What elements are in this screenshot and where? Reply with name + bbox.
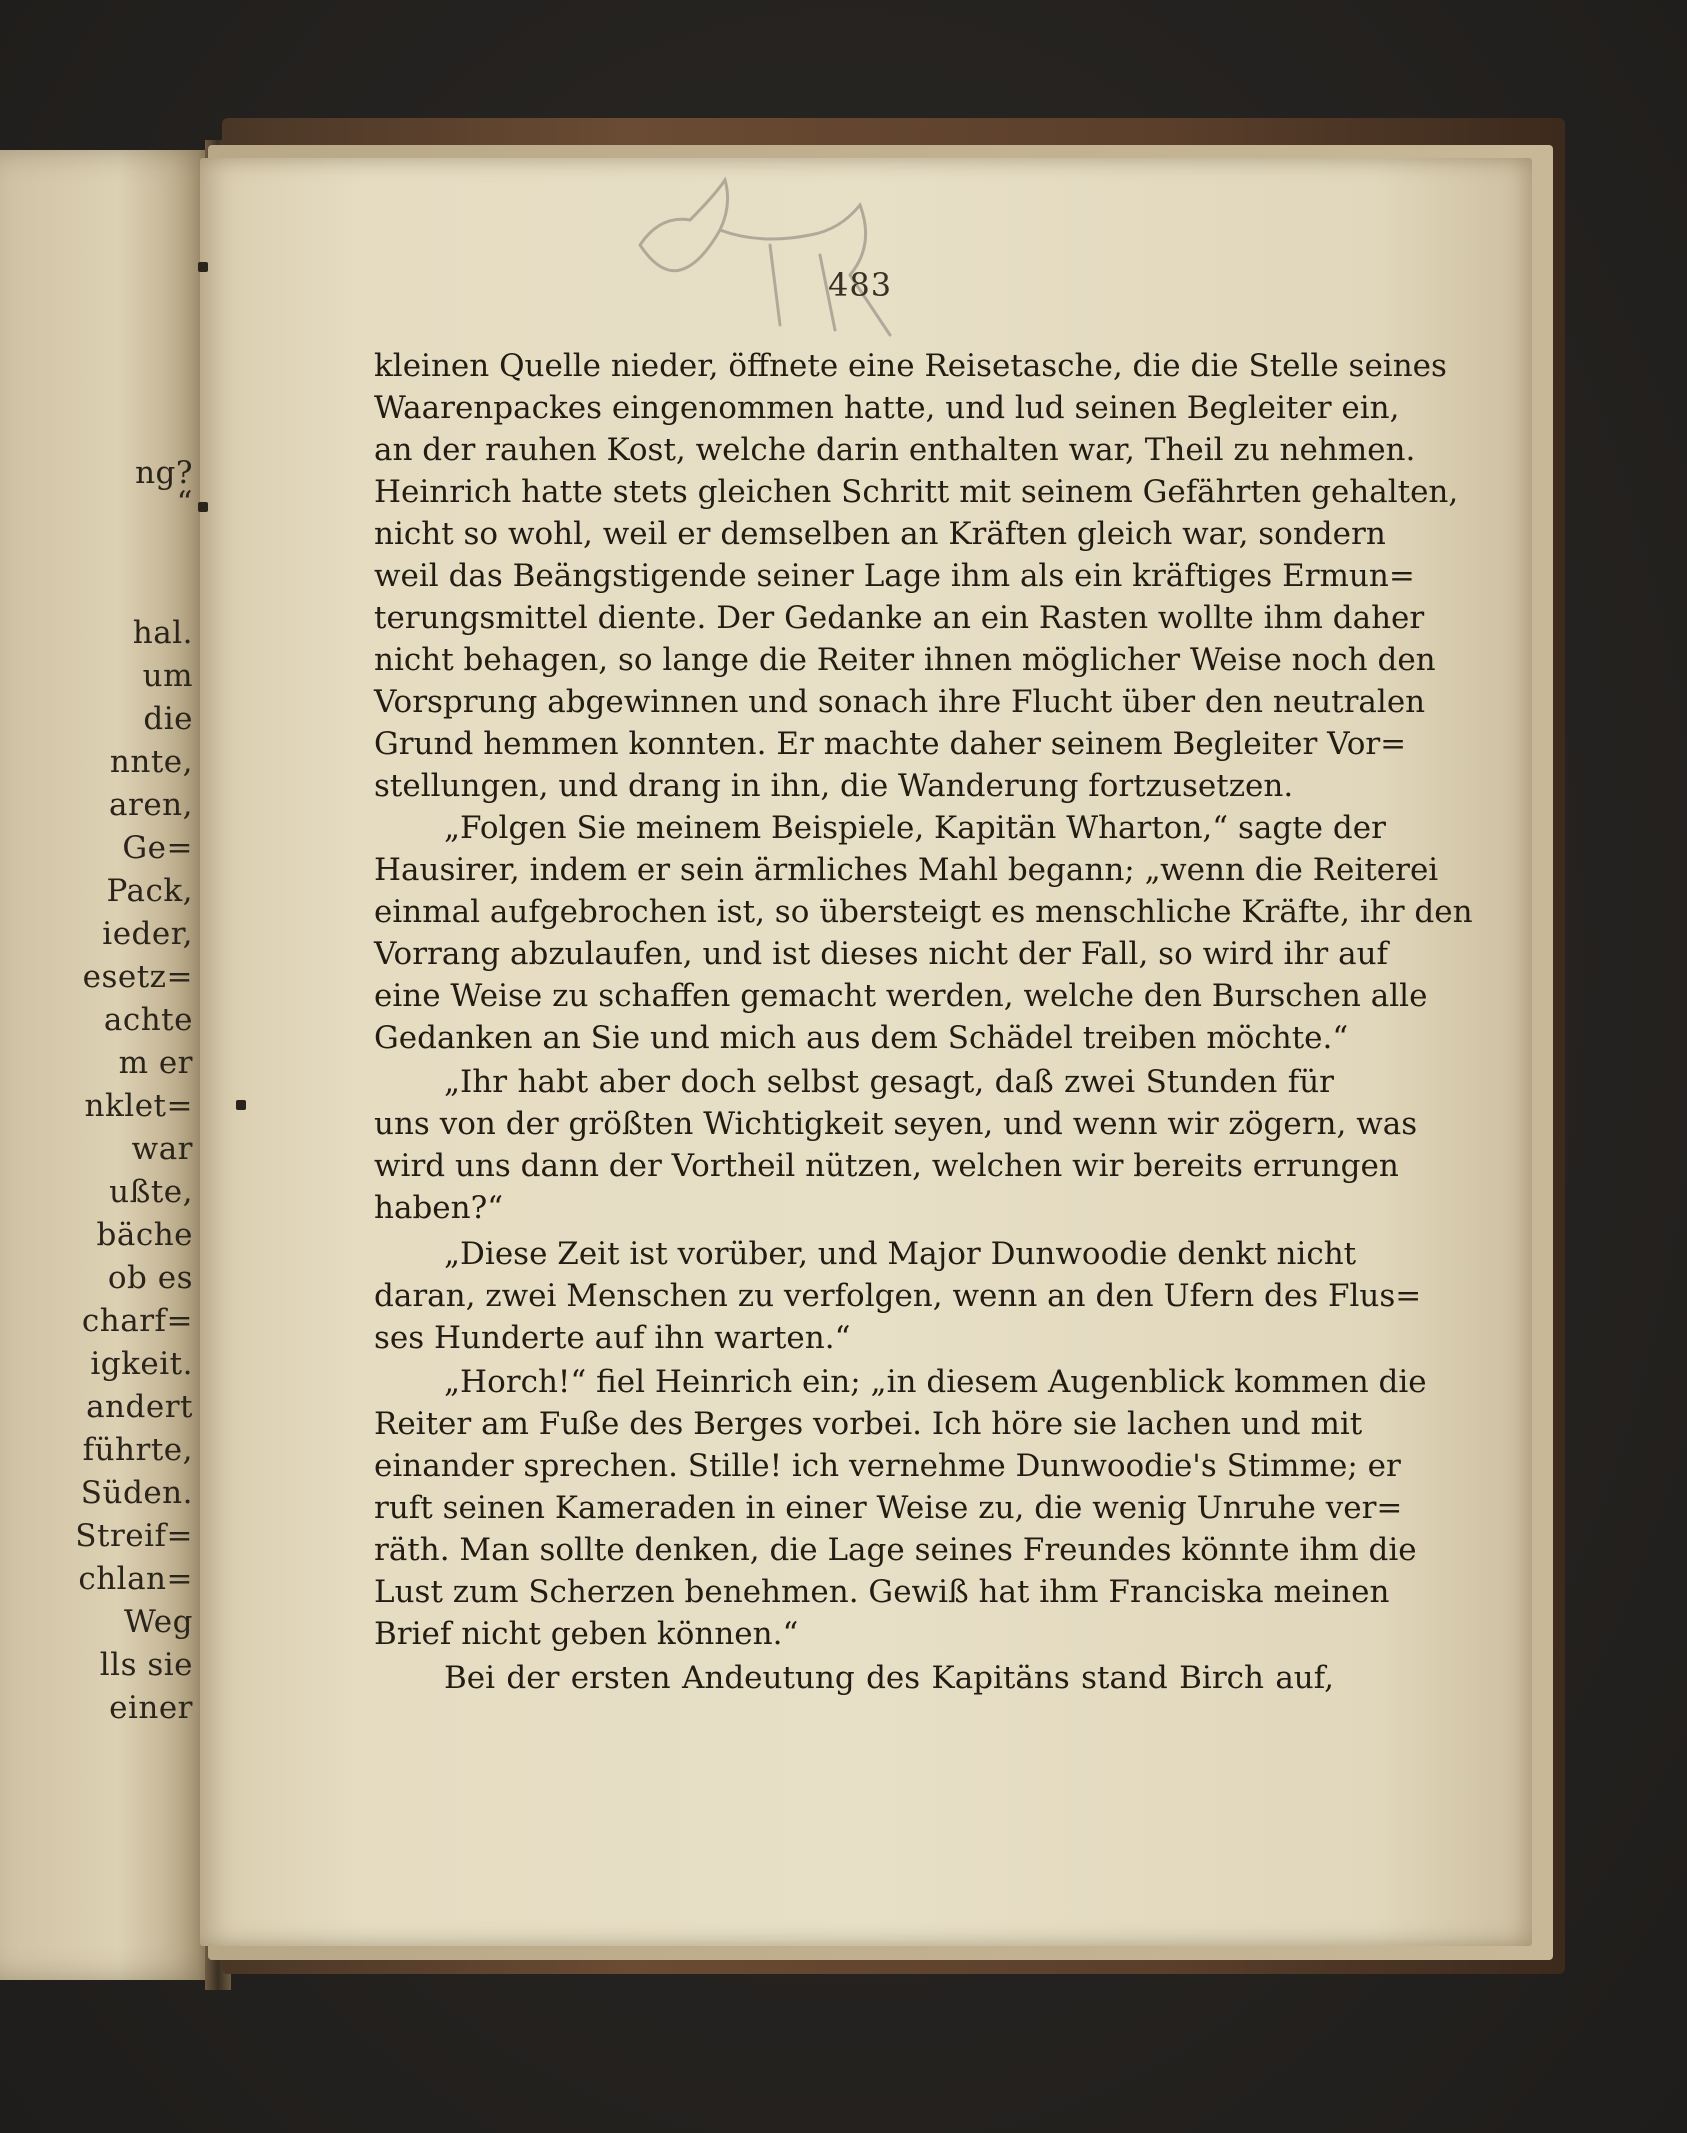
body-line: haben?“ xyxy=(374,1190,504,1226)
body-line: Heinrich hatte stets gleichen Schritt mit seinem Gefährten gehalten, xyxy=(374,474,1459,510)
left-page-line: Weg xyxy=(123,1604,193,1640)
left-page-line: Ge= xyxy=(122,830,193,866)
body-line: Grund hemmen konnten. Er machte daher seinem Begleiter Vor= xyxy=(374,726,1407,762)
binding-thread-mark xyxy=(198,262,208,272)
body-line: Reiter am Fuße des Berges vorbei. Ich höre sie lachen und mit xyxy=(374,1406,1363,1442)
left-page-line: bäche xyxy=(96,1217,193,1253)
left-page-line: führte, xyxy=(82,1432,193,1468)
left-page-line: war xyxy=(131,1131,193,1167)
body-line: uns von der größten Wichtigkeit seyen, und wenn wir zögern, was xyxy=(374,1106,1418,1142)
left-page xyxy=(0,150,215,1980)
left-page-line: Pack, xyxy=(106,873,193,909)
body-line: Bei der ersten Andeutung des Kapitäns stand Birch auf, xyxy=(444,1660,1334,1696)
left-page-line: Süden. xyxy=(80,1475,193,1511)
page-number: 483 xyxy=(828,266,893,304)
body-line: daran, zwei Menschen zu verfolgen, wenn an den Ufern des Flus= xyxy=(374,1278,1422,1314)
left-page-line: ob es xyxy=(107,1260,193,1296)
body-line: einmal aufgebrochen ist, so übersteigt es menschliche Kräfte, ihr den xyxy=(374,894,1473,930)
body-line: Vorrang abzulaufen, und ist dieses nicht der Fall, so wird ihr auf xyxy=(374,936,1389,972)
left-page-line: m er xyxy=(118,1045,193,1081)
body-line: nicht behagen, so lange die Reiter ihnen möglicher Weise noch den xyxy=(374,642,1436,678)
body-line: terungsmittel diente. Der Gedanke an ein Rasten wollte ihm daher xyxy=(374,600,1425,636)
body-line: „Ihr habt aber doch selbst gesagt, daß zwei Stunden für xyxy=(444,1064,1334,1100)
body-line: ruft seinen Kameraden in einer Weise zu, die wenig Unruhe ver= xyxy=(374,1490,1403,1526)
body-line: wird uns dann der Vortheil nützen, welchen wir bereits errungen xyxy=(374,1148,1399,1184)
left-page-line: charf= xyxy=(81,1303,193,1339)
left-page-line: achte xyxy=(103,1002,193,1038)
left-page-line: chlan= xyxy=(78,1561,193,1597)
body-line: Waarenpackes eingenommen hatte, und lud seinen Begleiter ein, xyxy=(374,390,1400,426)
left-page-line: “ xyxy=(176,485,193,521)
body-line: Hausirer, indem er sein ärmliches Mahl begann; „wenn die Reiterei xyxy=(374,852,1439,888)
body-line: einander sprechen. Stille! ich vernehme Dunwoodie's Stimme; er xyxy=(374,1448,1401,1484)
body-line: ses Hunderte auf ihn warten.“ xyxy=(374,1320,851,1356)
body-line: kleinen Quelle nieder, öffnete eine Reisetasche, die die Stelle seines xyxy=(374,348,1447,384)
pencil-sketch-animal-icon xyxy=(620,175,910,345)
binding-thread-mark xyxy=(236,1100,246,1110)
left-page-line: hal. xyxy=(132,615,193,651)
left-page-line: lls sie xyxy=(99,1647,193,1683)
body-line: Gedanken an Sie und mich aus dem Schädel treiben möchte.“ xyxy=(374,1020,1349,1056)
left-page-line: einer xyxy=(109,1690,193,1726)
left-page-line: Streif= xyxy=(75,1518,193,1554)
body-line: nicht so wohl, weil er demselben an Kräften gleich war, sondern xyxy=(374,516,1386,552)
binding-thread-mark xyxy=(198,502,208,512)
body-line: „Diese Zeit ist vorüber, und Major Dunwoodie denkt nicht xyxy=(444,1236,1357,1272)
left-page-line: nnte, xyxy=(109,744,193,780)
body-line: Brief nicht geben können.“ xyxy=(374,1616,799,1652)
left-page-line: andert xyxy=(86,1389,193,1425)
left-page-line: nklet= xyxy=(84,1088,193,1124)
body-line: stellungen, und drang in ihn, die Wanderung fortzusetzen. xyxy=(374,768,1294,804)
left-page-line: um xyxy=(142,658,193,694)
body-line: Lust zum Scherzen benehmen. Gewiß hat ihm Franciska meinen xyxy=(374,1574,1390,1610)
left-page-line: die xyxy=(143,701,193,737)
body-line: „Horch!“ fiel Heinrich ein; „in diesem Augenblick kommen die xyxy=(444,1364,1427,1400)
body-line: Vorsprung abgewinnen und sonach ihre Flucht über den neutralen xyxy=(374,684,1426,720)
body-line: an der rauhen Kost, welche darin enthalten war, Theil zu nehmen. xyxy=(374,432,1416,468)
left-page-line: aren, xyxy=(109,787,193,823)
body-line: „Folgen Sie meinem Beispiele, Kapitän Wharton,“ sagte der xyxy=(444,810,1386,846)
left-page-line: ng? xyxy=(135,455,193,491)
body-line: eine Weise zu schaffen gemacht werden, welche den Burschen alle xyxy=(374,978,1428,1014)
body-line: räth. Man sollte denken, die Lage seines Freundes könnte ihm die xyxy=(374,1532,1417,1568)
left-page-line: ußte, xyxy=(109,1174,193,1210)
left-page-line: esetz= xyxy=(82,959,193,995)
left-page-line: ieder, xyxy=(102,916,193,952)
left-page-line: igkeit. xyxy=(90,1346,193,1382)
body-line: weil das Beängstigende seiner Lage ihm als ein kräftiges Ermun= xyxy=(374,558,1415,594)
